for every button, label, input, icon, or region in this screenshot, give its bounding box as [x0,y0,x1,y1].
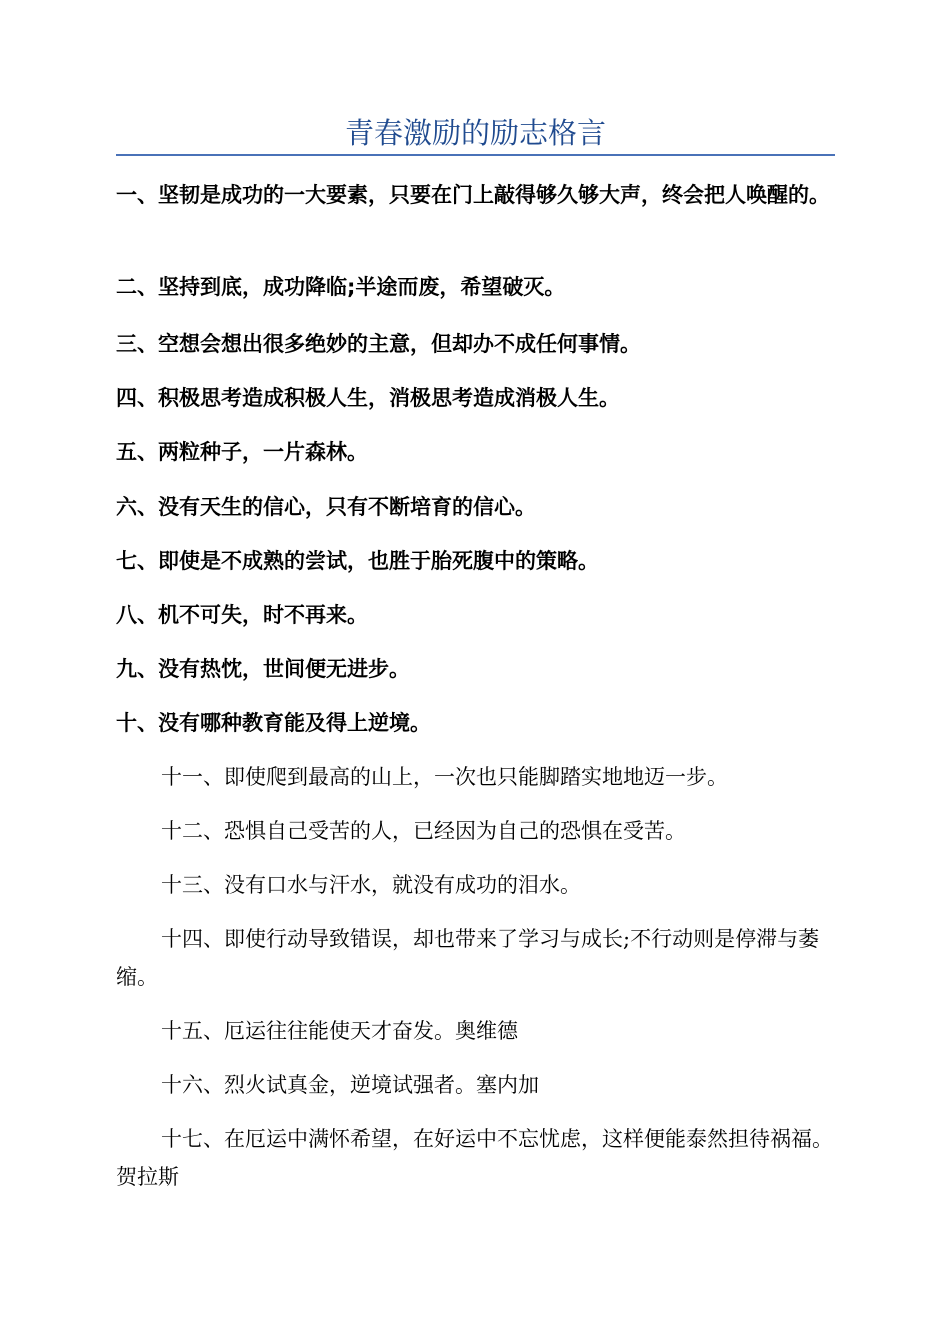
quote-13: 十三、没有口水与汗水，就没有成功的泪水。 [161,873,581,897]
quote-3: 三、空想会想出很多绝妙的主意，但却办不成任何事情。 [116,332,641,356]
title-underline [116,154,835,156]
quote-12: 十二、恐惧自己受苦的人，已经因为自己的恐惧在受苦。 [161,819,686,843]
quote-6: 六、没有天生的信心，只有不断培育的信心。 [116,495,536,519]
quote-1: 一、坚韧是成功的一大要素，只要在门上敲得够久够大声，终会把人唤醒的。 [116,183,830,207]
quote-4: 四、积极思考造成积极人生，消极思考造成消极人生。 [116,386,620,410]
quote-15: 十五、厄运往往能使天才奋发。奥维德 [161,1019,518,1043]
quote-5: 五、两粒种子，一片森林。 [116,440,368,464]
quote-2: 二、坚持到底，成功降临;半途而废，希望破灭。 [116,275,566,299]
quote-9: 九、没有热忱，世间便无进步。 [116,657,410,681]
document-title: 青春激励的励志格言 [344,116,606,150]
quote-17: 十七、在厄运中满怀希望，在好运中不忘忧虑，这样便能泰然担待祸福。贺拉斯 [116,1127,833,1189]
quote-11: 十一、即使爬到最高的山上，一次也只能脚踏实地地迈一步。 [161,765,728,789]
quote-7: 七、即使是不成熟的尝试，也胜于胎死腹中的策略。 [116,549,599,573]
quote-8: 八、机不可失，时不再来。 [116,603,368,627]
quote-10: 十、没有哪种教育能及得上逆境。 [116,711,431,735]
quote-14: 十四、即使行动导致错误，却也带来了学习与成长;不行动则是停滞与萎缩。 [116,927,820,989]
quote-16: 十六、烈火试真金，逆境试强者。塞内加 [161,1073,539,1097]
